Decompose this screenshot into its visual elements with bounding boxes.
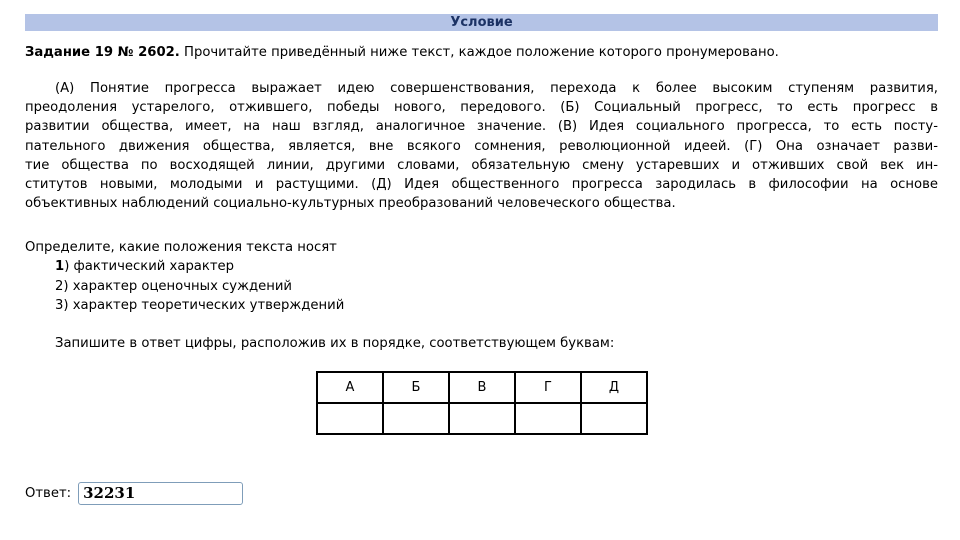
answer-grid: [316, 371, 648, 435]
answer-row: [25, 480, 243, 506]
answer-grid-header-row: [317, 372, 647, 403]
grid-header-cell: Б: [383, 372, 449, 403]
option-text: ) характер теоретических утверждений: [63, 297, 345, 313]
task-number: Задание 19 № 2602.: [25, 45, 180, 60]
text-line: развитии общества, имеет, на наш взгляд, аналогичное значение. (В) Идея социального прогресса, то есть посту-: [25, 119, 938, 135]
grid-value-cell: [317, 403, 383, 434]
text-line: (А) Понятие прогресса выражает идею совершенствования, перехода к более высоким ступеням развития,: [55, 81, 938, 96]
grid-value-cell: [581, 403, 647, 434]
grid-header-cell: Д: [581, 372, 647, 403]
grid-header-cell: В: [449, 372, 515, 403]
task-instruction: Прочитайте приведённый ниже текст, каждое положение которого пронумеровано.: [184, 45, 779, 60]
text-line: преодоления устарелого, отжившего, победы нового, передового. (Б) Социальный прогресс, то есть прогресс в: [25, 100, 938, 116]
grid-header-cell: Г: [515, 372, 581, 403]
option-item: [25, 277, 344, 296]
text-line: объективных наблюдений социально-культурных преобразований человеческого общества.: [25, 196, 676, 212]
answer-grid-value-row: [317, 403, 647, 434]
grid-value-cell: [449, 403, 515, 434]
grid-value-cell: [383, 403, 449, 434]
text-line: ститутов новыми, молодыми и растущими. (Д) Идея общественного прогресса зародилась в философии на основе: [25, 176, 938, 192]
task-text: [25, 79, 938, 213]
option-text: ) характер оценочных суждений: [63, 278, 292, 294]
option-number: 2: [55, 278, 64, 294]
option-number: 3: [55, 297, 64, 313]
option-item: [25, 296, 344, 315]
grid-value-cell: [515, 403, 581, 434]
write-instruction: Запишите в ответ цифры, расположив их в порядке, соответствующем буквам:: [55, 336, 615, 351]
option-text: ) фактический характер: [64, 259, 235, 275]
option-number: 1: [55, 259, 65, 275]
text-line: тие общества по восходящей линии, другими словами, обязательную смену устаревших и отживших свой век ин-: [25, 157, 938, 173]
condition-header: [25, 14, 938, 31]
task-heading: [25, 44, 938, 61]
grid-header-cell: А: [317, 372, 383, 403]
question-prompt: Определите, какие положения текста носят: [25, 240, 337, 255]
condition-title: Условие: [450, 15, 513, 30]
question-block: [25, 238, 344, 315]
answer-input[interactable]: [78, 482, 243, 505]
answer-label: Ответ:: [25, 485, 72, 501]
text-line: пательного движения общества, является, вне всякого сомнения, революционной идеей. (Г) Она означает разви-: [25, 138, 938, 154]
option-item: [25, 257, 344, 276]
